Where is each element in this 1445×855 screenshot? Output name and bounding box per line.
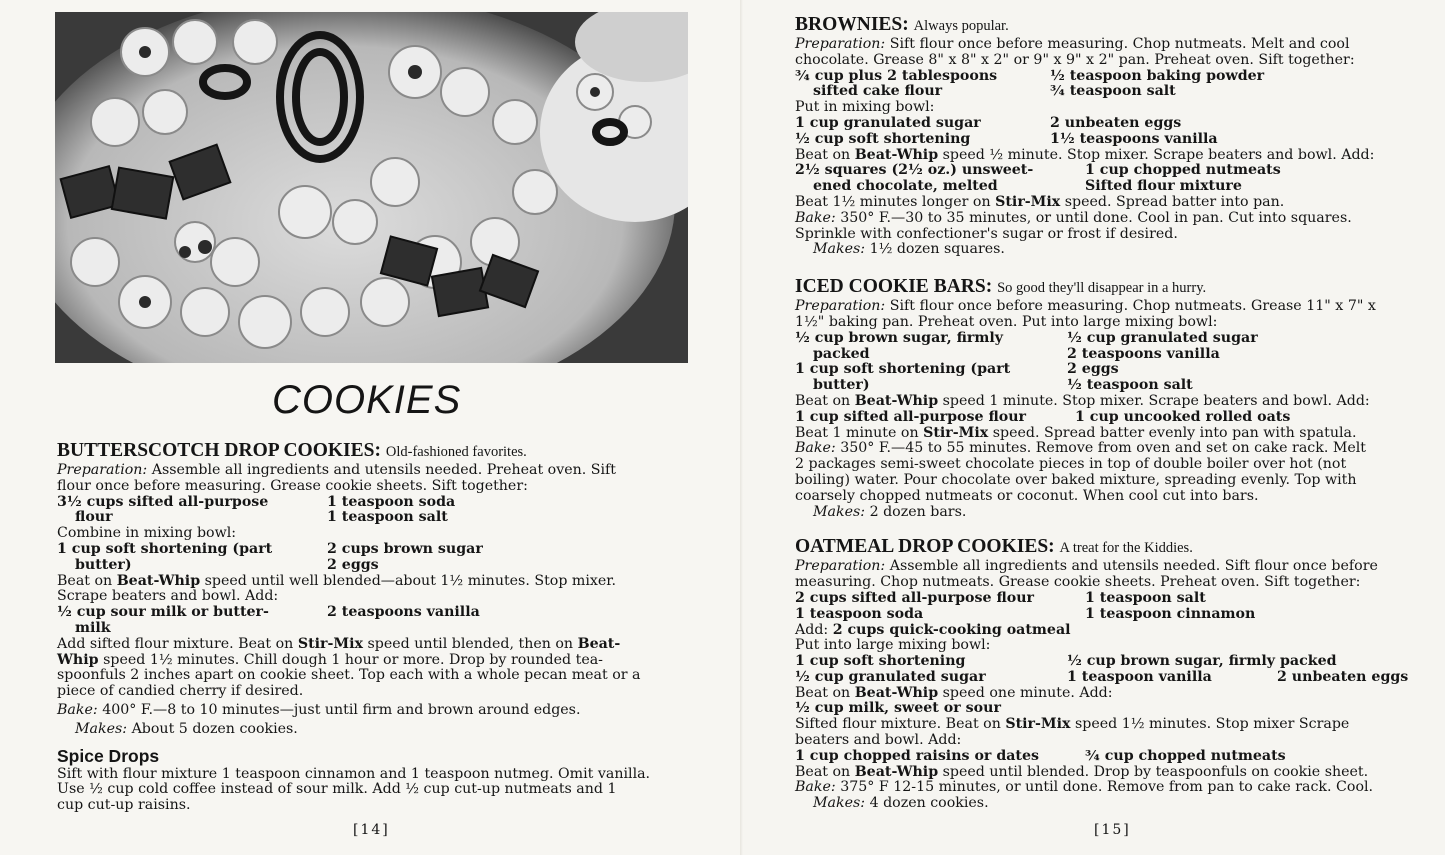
- recipe-title: [795, 14, 1435, 37]
- instruction: Scrape beaters and bowl. Add:: [57, 588, 279, 605]
- bake-line: [795, 780, 1435, 796]
- makes-label: Makes:: [75, 720, 128, 737]
- ingredient-row: [57, 510, 697, 526]
- recipe-title-text: BROWNIES:: [795, 14, 909, 35]
- bake-text: 350° F.—45 to 55 minutes. Remove from oven and set on cake rack. Melt: [840, 440, 1367, 457]
- ingredient: 2 eggs: [327, 556, 379, 573]
- instruction: boiling) water. Pour chocolate over baked mixture, spreading evenly. Top with: [795, 471, 1357, 488]
- prep-text: Assemble all ingredients and utensils needed. Preheat oven. Sift: [151, 462, 616, 478]
- recipe-subtitle: Always popular.: [913, 18, 1009, 34]
- instruction-text: Beat 1½ minutes longer on: [795, 193, 991, 210]
- ingredient: 1 teaspoon salt: [327, 509, 448, 526]
- instruction-text: speed ½ minute. Stop mixer. Scrape beaters and bowl. Add:: [942, 146, 1375, 163]
- ingredient: butter): [75, 556, 132, 573]
- bake-label: Bake:: [795, 779, 836, 796]
- cookie-platter-illustration: [55, 12, 688, 363]
- instruction: Combine in mixing bowl:: [57, 525, 237, 542]
- ingredient: ened chocolate, melted: [813, 178, 998, 195]
- page-number-right: [15]: [1094, 822, 1131, 838]
- ingredient: 1 cup uncooked rolled oats: [1075, 408, 1291, 425]
- instruction: [795, 717, 1435, 733]
- ingredient-row: [57, 558, 697, 574]
- prep-text-2: measuring. Chop nutmeats. Grease cookie sheets. Preheat oven. Sift together:: [795, 574, 1361, 591]
- ingredient: 2 cups brown sugar: [327, 540, 483, 557]
- instruction: [795, 195, 1435, 211]
- instruction-text: speed. Spread batter into pan.: [1064, 193, 1285, 210]
- ingredient-row: [795, 116, 1435, 132]
- speed-setting: Beat-Whip: [854, 684, 939, 701]
- prep-text-2: flour once before measuring. Grease cookie sheets. Sift together:: [57, 477, 528, 494]
- instruction: coarsely chopped nutmeats or coconut. When cool cut into bars.: [795, 487, 1259, 504]
- ingredient-row: [795, 591, 1435, 607]
- prep-label: Preparation:: [795, 298, 886, 315]
- recipe-title: [795, 536, 1435, 559]
- instruction: 2 packages semi-sweet chocolate pieces in top of double boiler over hot (not: [795, 456, 1347, 473]
- butterscotch-recipe: [57, 440, 697, 814]
- ingredient: ½ cup milk, sweet or sour: [795, 700, 1001, 717]
- prep-text: Sift flour once before measuring. Chop nutmeats. Melt and cool: [889, 36, 1350, 52]
- speed-setting: Beat-Whip: [854, 763, 939, 780]
- cookie-platter-photo: [55, 12, 688, 363]
- speed-setting: Beat-Whip: [116, 572, 201, 589]
- recipe-title: [795, 276, 1435, 299]
- instruction-text: speed 1½ minutes. Stop mixer Scrape: [1074, 716, 1350, 733]
- speed-setting: Stir-Mix: [1005, 716, 1071, 733]
- bake-line: [795, 211, 1435, 227]
- ingredient: ¾ cup plus 2 tablespoons: [795, 67, 998, 84]
- page-number-left: [14]: [353, 822, 390, 838]
- instruction: Sprinkle with confectioner's sugar or frost if desired.: [795, 225, 1178, 242]
- ingredient-row: [795, 607, 1435, 623]
- bake-text: 350° F.—30 to 35 minutes, or until done. Cool in pan. Cut into squares.: [840, 209, 1352, 226]
- prep-line: [795, 559, 1435, 575]
- bake-label: Bake:: [57, 701, 98, 718]
- ingredient: 2 cups quick-cooking oatmeal: [832, 621, 1071, 638]
- instruction-text: speed 1½ minutes. Chill dough 1 hour or more. Drop by rounded tea-: [103, 651, 603, 668]
- instruction: piece of candied cherry if desired.: [57, 683, 304, 700]
- makes-label: Makes:: [813, 503, 866, 520]
- instruction: beaters and bowl. Add:: [795, 732, 962, 749]
- ingredient: Sifted flour mixture: [1085, 178, 1242, 195]
- ingredient: ¾ teaspoon salt: [1050, 83, 1176, 100]
- instruction-text: Beat on: [795, 684, 851, 701]
- ingredient-row: [795, 654, 1435, 670]
- ingredient-row: [795, 132, 1435, 148]
- recipe-title-text: BUTTERSCOTCH DROP COOKIES:: [57, 440, 381, 461]
- ingredient: 2 teaspoons vanilla: [1067, 345, 1220, 362]
- variation-text: Use ½ cup cold coffee instead of sour milk. Add ½ cup cut-up nutmeats and 1: [57, 781, 617, 798]
- prep-label: Preparation:: [795, 36, 886, 52]
- ingredient-row: [795, 163, 1435, 179]
- prep-line: [57, 463, 697, 479]
- ingredient-row: [795, 331, 1435, 347]
- section-heading-cookies: COOKIES: [272, 378, 462, 422]
- ingredient-row: [795, 84, 1435, 100]
- makes-line: [57, 722, 697, 738]
- makes-label: Makes:: [813, 795, 866, 812]
- instruction: [795, 426, 1435, 442]
- ingredient-row: [795, 179, 1435, 195]
- instruction-text: speed one minute. Add:: [942, 684, 1113, 701]
- ingredient: 1 cup granulated sugar: [795, 114, 981, 131]
- prep-text-2: 1½" baking pan. Preheat oven. Put into large mixing bowl:: [795, 313, 1218, 330]
- speed-setting: Beat-Whip: [854, 146, 939, 163]
- ingredient: ½ cup brown sugar, firmly packed: [1067, 653, 1337, 670]
- instruction-text: Beat on: [795, 392, 851, 409]
- bake-label: Bake:: [795, 440, 836, 457]
- instruction-text: speed 1 minute. Stop mixer. Scrape beaters and bowl. Add:: [942, 392, 1370, 409]
- ingredient-row: [795, 362, 1435, 378]
- bake-label: Bake:: [795, 209, 836, 226]
- ingredient: ½ teaspoon salt: [1067, 377, 1193, 394]
- prep-line: [795, 299, 1435, 315]
- prep-text-2: chocolate. Grease 8" x 8" x 2" or 9" x 9" x 2" pan. Preheat oven. Sift together:: [795, 51, 1355, 68]
- ingredient-row: [795, 410, 1435, 426]
- ingredient: ½ cup sour milk or butter-: [57, 604, 269, 621]
- prep-label: Preparation:: [57, 462, 148, 478]
- instruction-text: Beat on: [795, 146, 851, 163]
- ingredient: 1 cup sifted all-purpose flour: [795, 408, 1027, 425]
- ingredient: 1 cup soft shortening: [795, 653, 966, 670]
- instruction-text: Beat on: [795, 763, 851, 780]
- recipe-title-text: OATMEAL DROP COOKIES:: [795, 536, 1055, 558]
- variation-title-spice-drops: Spice Drops: [57, 745, 160, 766]
- makes-line: [795, 505, 1435, 521]
- ingredient-row: [795, 749, 1435, 765]
- instruction-text: Beat 1 minute on: [795, 424, 919, 441]
- ingredient: ½ cup soft shortening: [795, 130, 971, 147]
- ingredient: butter): [813, 377, 870, 394]
- ingredient: 2 teaspoons vanilla: [327, 604, 480, 621]
- ingredient: ½ cup brown sugar, firmly: [795, 329, 1004, 346]
- instruction-text: Sifted flour mixture. Beat on: [795, 716, 1001, 733]
- ingredient-row: [795, 69, 1435, 85]
- ingredient: 1 teaspoon salt: [1085, 589, 1206, 606]
- ingredient: ½ teaspoon baking powder: [1050, 67, 1265, 84]
- instruction-text: speed. Spread batter evenly into pan with spatula.: [992, 424, 1357, 441]
- instruction: [57, 637, 697, 653]
- ingredient: milk: [75, 619, 111, 636]
- ingredient: 1 cup soft shortening (part: [57, 540, 273, 557]
- ingredient-row: [795, 670, 1435, 686]
- recipe-subtitle: A treat for the Kiddies.: [1059, 540, 1193, 557]
- instruction: [57, 574, 697, 590]
- makes-line: [795, 242, 1435, 258]
- ingredient: 2½ squares (2½ oz.) unsweet-: [795, 162, 1034, 179]
- speed-setting: Stir-Mix: [923, 424, 989, 441]
- prep-line: [795, 37, 1435, 53]
- ingredient: 2 eggs: [1067, 361, 1119, 378]
- recipe-subtitle: So good they'll disappear in a hurry.: [997, 280, 1207, 297]
- makes-text: 2 dozen bars.: [869, 503, 967, 520]
- instruction: Put into large mixing bowl:: [795, 637, 991, 654]
- ingredient: packed: [813, 345, 870, 362]
- ingredient-row: [57, 605, 697, 621]
- ingredient: 1 cup chopped nutmeats: [1085, 162, 1281, 179]
- ingredient: ¾ cup chopped nutmeats: [1085, 747, 1286, 764]
- instruction: Put in mixing bowl:: [795, 99, 935, 116]
- instruction-text: Add sifted flour mixture. Beat on: [57, 635, 294, 652]
- right-page-recipes: [795, 14, 1435, 812]
- ingredient: 2 cups sifted all-purpose flour: [795, 589, 1035, 606]
- add-line: [795, 623, 1435, 639]
- ingredient: 1 cup soft shortening (part: [795, 361, 1011, 378]
- recipe-subtitle: Old-fashioned favorites.: [385, 444, 527, 460]
- bake-line: [57, 703, 697, 719]
- ingredient-row: [795, 378, 1435, 394]
- makes-label: Makes:: [813, 241, 866, 258]
- instruction: [795, 394, 1435, 410]
- ingredient: flour: [75, 509, 113, 526]
- instruction-text: speed until well blended—about 1½ minutes. Stop mixer.: [204, 572, 617, 589]
- instruction: [795, 686, 1435, 702]
- ingredient-row: [795, 347, 1435, 363]
- speed-setting: Beat-Whip: [854, 392, 939, 409]
- ingredient: 1 teaspoon vanilla: [1067, 668, 1212, 685]
- ingredient: 1 teaspoon soda: [795, 605, 924, 622]
- makes-text: 4 dozen cookies.: [869, 795, 989, 812]
- ingredient: ½ cup granulated sugar: [1067, 329, 1258, 346]
- ingredient: 1 teaspoon cinnamon: [1085, 605, 1256, 622]
- recipe-title-text: ICED COOKIE BARS:: [795, 276, 993, 298]
- instruction: [795, 148, 1435, 164]
- recipe-title: [57, 440, 697, 463]
- speed-setting: Whip: [57, 651, 99, 668]
- bake-text: 375° F 12-15 minutes, or until done. Remove from pan to cake rack. Cool.: [840, 779, 1374, 796]
- speed-setting: Stir-Mix: [995, 193, 1061, 210]
- bake-text: 400° F.—8 to 10 minutes—just until firm and brown around edges.: [102, 701, 581, 718]
- ingredient: 1 teaspoon soda: [327, 493, 456, 510]
- instruction-text: speed until blended, then on: [367, 635, 574, 652]
- prep-label: Preparation:: [795, 558, 886, 575]
- speed-setting: Beat-: [577, 635, 621, 652]
- add-label: Add:: [795, 621, 829, 638]
- ingredient: 1 cup chopped raisins or dates: [795, 747, 1040, 764]
- instruction-text: speed until blended. Drop by teaspoonfuls on cookie sheet.: [942, 763, 1369, 780]
- variation-text: cup cut-up raisins.: [57, 797, 191, 814]
- speed-setting: Stir-Mix: [297, 635, 363, 652]
- ingredient: 2 unbeaten eggs: [1277, 668, 1409, 685]
- ingredient: 1½ teaspoons vanilla: [1050, 130, 1218, 147]
- ingredient: ½ cup granulated sugar: [795, 668, 986, 685]
- prep-text: Assemble all ingredients and utensils needed. Sift flour once before: [889, 558, 1378, 575]
- instruction: [795, 765, 1435, 781]
- variation-text: Sift with flour mixture 1 teaspoon cinnamon and 1 teaspoon nutmeg. Omit vanilla.: [57, 765, 651, 782]
- ingredient-row: [57, 542, 697, 558]
- ingredient-row: [57, 621, 697, 637]
- bake-line: [795, 441, 1435, 457]
- prep-text: Sift flour once before measuring. Chop nutmeats. Grease 11" x 7" x: [889, 298, 1376, 315]
- instruction-text: Beat on: [57, 572, 113, 589]
- instruction: [57, 653, 697, 669]
- ingredient: 2 unbeaten eggs: [1050, 114, 1182, 131]
- ingredient: 3½ cups sifted all-purpose: [57, 493, 269, 510]
- makes-line: [795, 796, 1435, 812]
- ingredient-row: [57, 495, 697, 511]
- makes-text: About 5 dozen cookies.: [131, 720, 298, 737]
- makes-text: 1½ dozen squares.: [869, 241, 1005, 258]
- instruction: spoonfuls 2 inches apart on cookie sheet. Top each with a whole pecan meat or a: [57, 667, 641, 684]
- ingredient: sifted cake flour: [813, 83, 943, 100]
